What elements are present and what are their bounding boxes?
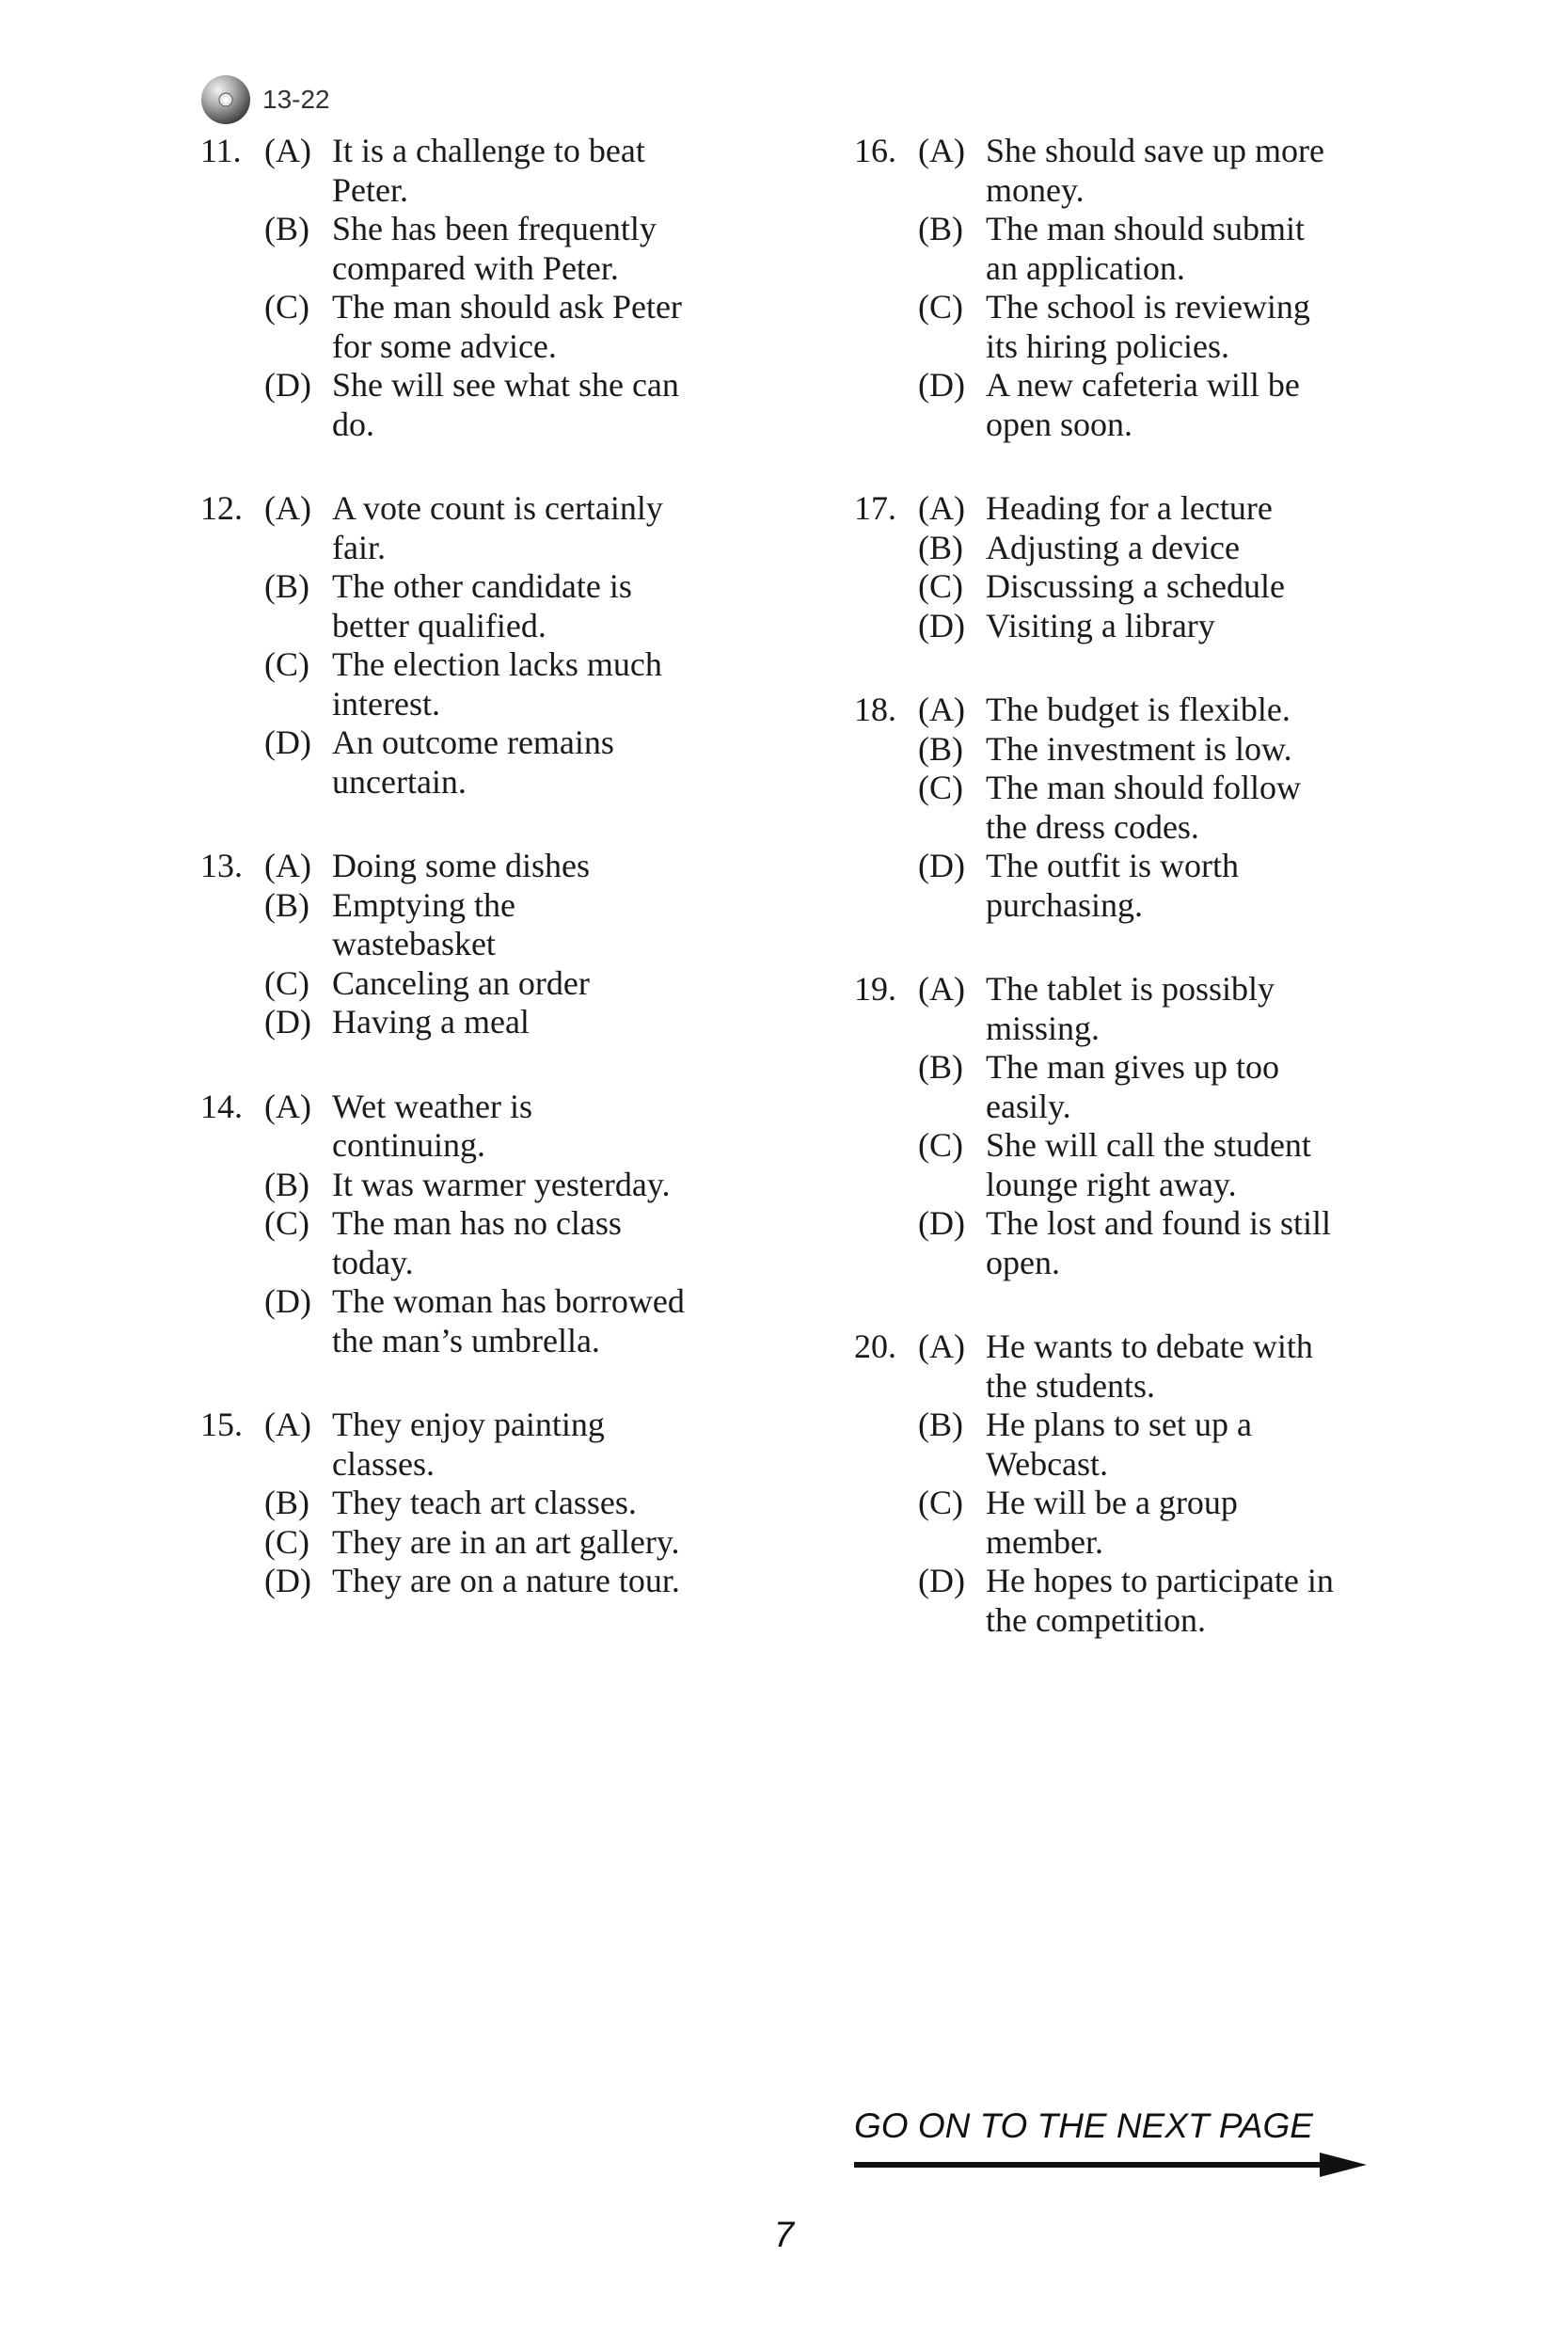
option-letter: (A): [264, 1087, 311, 1125]
option-letter: (C): [918, 567, 963, 605]
option-letter: (A): [918, 691, 965, 728]
option-text: They enjoy painting classes.: [332, 1406, 605, 1483]
option-text: A new cafeteria will be open soon.: [986, 366, 1300, 443]
option-letter: (D): [264, 1003, 311, 1041]
option-text: The election lacks much interest.: [332, 645, 662, 723]
option-text: He plans to set up a Webcast.: [986, 1406, 1252, 1483]
question-12: [200, 489, 784, 802]
option-text: The tablet is possibly missing.: [986, 970, 1275, 1047]
option-text: The woman has borrowed the man’s umbrella.: [332, 1282, 685, 1359]
option-text: He hopes to participate in the competition.: [986, 1562, 1334, 1639]
option-letter: (A): [918, 970, 965, 1008]
option-text: Adjusting a device: [986, 528, 1240, 566]
option-text: He will be a group member.: [986, 1484, 1238, 1561]
questions-right-column: [854, 132, 1437, 1685]
option-text: Visiting a library: [986, 606, 1215, 644]
question-number: 19.: [854, 970, 896, 1008]
option-text: He wants to debate with the students.: [986, 1327, 1313, 1405]
question-14: [200, 1088, 784, 1361]
question-20: [854, 1327, 1437, 1640]
question-11: [200, 132, 784, 444]
option-text: Heading for a lecture: [986, 489, 1273, 527]
option-letter: (D): [918, 366, 965, 404]
go-on-next-page: [854, 2106, 1362, 2177]
question-17: [854, 489, 1437, 645]
option-letter: (D): [918, 1204, 965, 1242]
option-text: Doing some dishes: [332, 847, 590, 884]
option-letter: (D): [918, 847, 965, 884]
question-number: 20.: [854, 1327, 896, 1365]
option-text: The man has no class today.: [332, 1204, 622, 1281]
question-number: 11.: [200, 132, 242, 169]
question-13: [200, 847, 784, 1042]
option-letter: (B): [264, 1165, 309, 1203]
option-letter: (A): [918, 1327, 965, 1365]
audio-track-tag: [200, 73, 330, 126]
option-letter: (C): [918, 769, 963, 806]
option-letter: (B): [264, 885, 309, 924]
option-text: The other candidate is better qualified.: [332, 567, 632, 644]
option-text: She has been frequently compared with Peter.: [332, 210, 657, 287]
option-text: Having a meal: [332, 1003, 530, 1041]
option-text: They teach art classes.: [332, 1484, 637, 1521]
option-text: They are in an art gallery.: [332, 1522, 680, 1561]
option-letter: (D): [264, 723, 311, 761]
option-letter: (B): [918, 1406, 963, 1443]
option-letter: (D): [264, 366, 311, 404]
option-text: A vote count is certainly fair.: [332, 489, 663, 566]
audio-track-label: 13-22: [262, 85, 330, 114]
option-text: The man should ask Peter for some advice.: [332, 288, 682, 365]
option-text: Discussing a schedule: [986, 567, 1285, 605]
option-text: The man should follow the dress codes.: [986, 769, 1301, 846]
option-letter: (B): [918, 528, 963, 566]
option-text: The investment is low.: [986, 729, 1292, 768]
question-number: 18.: [854, 691, 896, 728]
question-15: [200, 1406, 784, 1601]
option-letter: (C): [264, 1522, 309, 1561]
questions-left-column: [200, 132, 784, 1646]
option-letter: (C): [264, 288, 309, 326]
page-number: 7: [773, 2216, 795, 2255]
option-letter: (D): [264, 1282, 311, 1320]
option-text: The man should submit an application.: [986, 210, 1305, 287]
option-letter: (C): [918, 1126, 963, 1164]
question-number: 14.: [200, 1087, 243, 1125]
question-18: [854, 691, 1437, 925]
option-text: It was warmer yesterday.: [332, 1165, 671, 1203]
option-text: The school is reviewing its hiring policies.: [986, 288, 1310, 365]
option-letter: (A): [264, 489, 311, 527]
option-text: Emptying the wastebasket: [332, 885, 515, 962]
option-letter: (C): [264, 645, 309, 683]
option-text: It is a challenge to beat Peter.: [332, 132, 645, 209]
question-number: 16.: [854, 132, 896, 169]
right-arrow-icon: [854, 2153, 1367, 2177]
audio-cd-icon: [200, 74, 251, 125]
option-text: She will see what she can do.: [332, 366, 679, 443]
option-letter: (B): [918, 729, 963, 768]
option-letter: (B): [918, 1048, 963, 1086]
question-number: 13.: [200, 847, 243, 884]
option-text: The man gives up too easily.: [986, 1048, 1279, 1125]
option-text: They are on a nature tour.: [332, 1562, 680, 1599]
option-letter: (C): [264, 1204, 309, 1242]
option-text: Wet weather is continuing.: [332, 1087, 533, 1164]
option-letter: (B): [918, 210, 963, 247]
option-letter: (D): [918, 606, 965, 644]
option-letter: (A): [264, 132, 311, 169]
question-number: 17.: [854, 489, 896, 527]
option-letter: (C): [918, 288, 963, 326]
option-letter: (D): [264, 1562, 311, 1599]
option-letter: (B): [264, 567, 309, 605]
option-text: The outfit is worth purchasing.: [986, 847, 1239, 924]
question-number: 15.: [200, 1406, 243, 1443]
option-letter: (C): [264, 963, 309, 1002]
option-letter: (A): [264, 847, 311, 884]
option-letter: (D): [918, 1562, 965, 1599]
option-letter: (B): [264, 210, 309, 247]
option-text: An outcome remains uncertain.: [332, 723, 614, 801]
option-letter: (B): [264, 1484, 309, 1521]
question-number: 12.: [200, 489, 243, 527]
next-page-label: GO ON TO THE NEXT PAGE: [854, 2106, 1313, 2145]
option-letter: (C): [918, 1484, 963, 1521]
option-text: She will call the student lounge right away.: [986, 1126, 1311, 1203]
option-text: She should save up more money.: [986, 132, 1324, 209]
option-text: The lost and found is still open.: [986, 1204, 1331, 1281]
option-letter: (A): [918, 132, 965, 169]
option-letter: (A): [264, 1406, 311, 1443]
option-text: The budget is flexible.: [986, 691, 1291, 728]
question-19: [854, 970, 1437, 1282]
option-letter: (A): [918, 489, 965, 527]
question-16: [854, 132, 1437, 444]
option-text: Canceling an order: [332, 963, 590, 1002]
